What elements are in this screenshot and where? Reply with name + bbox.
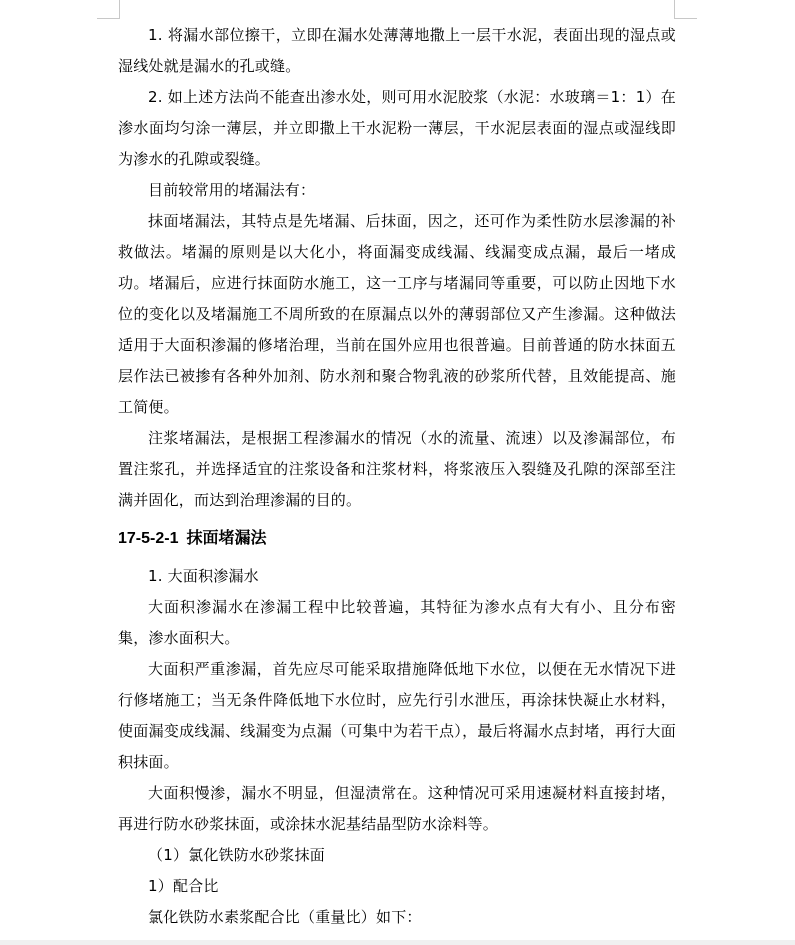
list-item-mix-ratio: 1）配合比 — [148, 877, 219, 895]
section-heading — [118, 523, 676, 555]
section-title: 抹面堵漏法 — [186, 530, 267, 547]
paragraph-methods-intro: 目前较常用的堵漏法有： — [148, 181, 316, 199]
margin-corner-mark-right — [674, 0, 697, 19]
paragraph-surface-plugging: 抹面堵漏法，其特点是先堵漏、后抹面，因之，还可作为柔性防水层渗漏的补救做法。堵漏的原则是以大化小，将面漏变成线漏、线漏变成点漏，最后一堵成功。堵漏后，应进行抹面防水施工，这一工序与堵漏同等重要，可以防止因地下水位的变化以及堵漏施工不周所致的在原漏点以外的薄弱部位又产生渗漏。这种做法适用于大面积渗漏的修堵治理，当前在国外应用也很普遍。目前普通的防水抹面五层作法已被掺有各种外加剂、防水剂和聚合物乳液的砂浆所代替，且效能提高、施工简便。 — [118, 212, 676, 416]
section-number: 17-5-2-1 — [118, 530, 179, 547]
paragraph-grouting: 注浆堵漏法，是根据工程渗漏水的情况（水的流量、流速）以及渗漏部位，布置注浆孔，并选择适宜的注浆设备和注浆材料，将浆液压入裂缝及孔隙的深部至注满并固化，而达到治理渗漏的目的。 — [118, 429, 676, 509]
paragraph-large-area-description: 大面积渗漏水在渗漏工程中比较普遍，其特征为渗水点有大有小、且分布密集，渗水面积大。 — [118, 598, 676, 647]
page-bottom-edge — [0, 940, 795, 945]
paragraph-locate-leak-1: 1. 将漏水部位擦干，立即在漏水处薄薄地撒上一层干水泥，表面出现的湿点或湿线处就是漏水的孔或缝。 — [118, 26, 676, 75]
paragraph-locate-leak-2: 2. 如上述方法尚不能查出渗水处，则可用水泥胶浆（水泥：水玻璃＝1：1）在渗水面均匀涂一薄层，并立即撒上干水泥粉一薄层，干水泥层表面的湿点或湿线即为渗水的孔隙或裂缝。 — [118, 88, 676, 168]
paragraph-mix-ratio-intro: 氯化铁防水素浆配合比（重量比）如下： — [148, 908, 422, 926]
list-item-ferric-chloride-mortar: （1）氯化铁防水砂浆抹面 — [148, 846, 325, 864]
paragraph-severe-leak: 大面积严重渗漏，首先应尽可能采取措施降低地下水位，以便在无水情况下进行修堵施工；当无条件降低地下水位时，应先行引水泄压，再涂抹快凝止水材料，使面漏变成线漏、线漏变为点漏（可集中为若干点），最后将漏水点封堵，再行大面积抹面。 — [118, 660, 676, 771]
list-item-large-area-leak: 1. 大面积渗漏水 — [148, 567, 259, 585]
document-body — [118, 20, 676, 933]
paragraph-slow-seepage: 大面积慢渗，漏水不明显，但湿渍常在。这种情况可采用速凝材料直接封堵，再进行防水砂浆抹面，或涂抹水泥基结晶型防水涂料等。 — [118, 784, 676, 833]
margin-corner-mark-left — [97, 0, 120, 19]
